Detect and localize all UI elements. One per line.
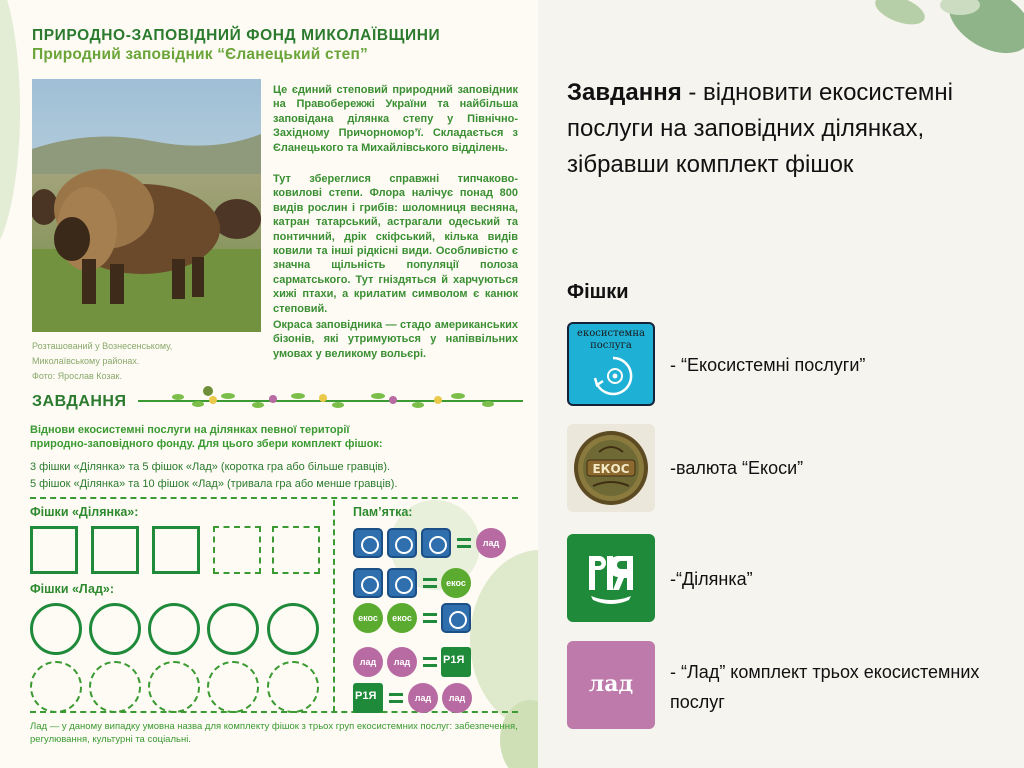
equals-icon <box>423 578 437 588</box>
task-statement <box>567 75 997 183</box>
eco-service-mini-icon <box>353 528 383 558</box>
option-long-game: 5 фішок «Ділянка» та 10 фішок «Лад» (тривала гра або менше гравців). <box>30 478 398 490</box>
equals-icon <box>457 538 471 548</box>
eco-service-mini-icon <box>441 603 471 633</box>
decor-leaves <box>820 0 1024 70</box>
dilyanka-slot-optional[interactable] <box>213 526 261 574</box>
lad-chip-icon <box>567 641 655 729</box>
floral-garland <box>138 384 523 414</box>
caption-line: Миколаївському районах. <box>32 356 140 366</box>
dilyanka-mini-icon <box>441 647 471 677</box>
ecosystem-services-chip-icon <box>567 322 655 406</box>
task-line: природно-заповідного фонду. Для цього збери комплект фішок: <box>30 438 383 450</box>
lad-chip-text: лад <box>588 671 634 697</box>
coin-icon <box>567 424 655 512</box>
footnote: Лад — у даному випадку умовна назва для комплекту фішок з трьох груп екосистемних послуг: забезпечення, регулювання, культурні та соціальні. <box>30 721 518 745</box>
dilyanka-slot[interactable] <box>152 526 200 574</box>
lad-mini-icon: лад <box>476 528 506 558</box>
lad-slot-optional[interactable] <box>148 661 200 713</box>
divider <box>30 497 518 499</box>
lad-slot[interactable] <box>267 603 319 655</box>
equals-icon <box>389 693 403 703</box>
chips-title: Фішки <box>567 281 629 303</box>
eco-service-mini-icon <box>353 568 383 598</box>
eco-service-mini-icon <box>421 528 451 558</box>
ekos-mini-icon: екос <box>387 603 417 633</box>
lad-slot-optional[interactable] <box>30 661 82 713</box>
lad-slot[interactable] <box>148 603 200 655</box>
chip-lad-label: - “Лад” комплект трьох екосистемних послуг <box>670 662 980 712</box>
chip-eco-title: екосистемна послуга <box>577 328 645 351</box>
option-short-game: 3 фішки «Ділянка» та 5 фішок «Лад» (коротка гра або більше гравців). <box>30 461 391 473</box>
description-paragraph: Тут збереглися справжні типчаково-ковилові степи. Флора налічує понад 800 видів рослин і грибів: шоломниця весняна, катран татарський, астрагали одеський та понтичний, дрік скіфський, кілька видів ковили та інші рідкісні види. Особливістю є значна щільність популяції полоза сарматського. Тут гніздяться й харчуються хижі птахи, а крилатим символом є канюк степовий. <box>273 173 518 315</box>
dilyanka-slot-optional[interactable] <box>272 526 320 574</box>
lad-mini-icon: лад <box>442 683 472 713</box>
ekos-mini-icon: екос <box>353 603 383 633</box>
ekos-coin-chip-icon <box>567 424 655 512</box>
lad-slot[interactable] <box>30 603 82 655</box>
eco-service-mini-icon <box>387 568 417 598</box>
lad-slot-optional[interactable] <box>207 661 259 713</box>
divider <box>333 500 335 712</box>
photo-caption <box>32 339 232 384</box>
task-description <box>30 423 505 451</box>
caption-line: Фото: Ярослав Козак. <box>32 371 122 381</box>
lad-label: Фішки «Лад»: <box>30 582 115 596</box>
equals-icon <box>423 613 437 623</box>
task-line: Віднови екосистемні послуги на ділянках певної території <box>30 424 350 436</box>
chip-eco-label: - “Екосистемні послуги” <box>670 355 866 375</box>
dilyanka-mini-icon <box>353 683 383 713</box>
lad-slot[interactable] <box>207 603 259 655</box>
lad-slot-optional[interactable] <box>89 661 141 713</box>
ria-logo-icon <box>567 534 655 622</box>
lad-mini-icon: лад <box>408 683 438 713</box>
dilyanka-label: Фішки «Ділянка»: <box>30 505 139 519</box>
task-bold: Завдання <box>567 79 682 106</box>
chip-dilyanka-label: -“Ділянка” <box>670 569 753 589</box>
dilyanka-slot[interactable] <box>30 526 78 574</box>
task-text: - відновити екосистемні послуги на заповідних ділянках, зібравши комплект фішок <box>567 79 953 178</box>
decor-blob <box>0 0 20 260</box>
bison-photo <box>32 79 261 332</box>
poster-title: ПРИРОДНО-ЗАПОВІДНИЙ ФОНД МИКОЛАЇВЩИНИ <box>32 27 441 44</box>
poster-subtitle: Природний заповідник “Єланецький степ” <box>32 46 368 63</box>
equals-icon <box>423 657 437 667</box>
lad-slot-optional[interactable] <box>267 661 319 713</box>
lad-mini-icon: лад <box>387 647 417 677</box>
dilyanka-chip-icon <box>567 534 655 622</box>
eco-service-mini-icon <box>387 528 417 558</box>
coin-label: ЕКОС <box>592 462 630 476</box>
lad-mini-icon: лад <box>353 647 383 677</box>
description-paragraph: Окраса заповідника — стадо американських бізонів, які утримуються у напіввільних умовах у великому вольєрі. <box>273 319 518 360</box>
memo-label: Пам’ятка: <box>353 505 413 519</box>
divider <box>30 711 518 713</box>
chip-ekos-label: -валюта “Екоси” <box>670 458 804 478</box>
caption-line: Розташований у Вознесенському, <box>32 341 173 351</box>
lad-slot[interactable] <box>89 603 141 655</box>
description-paragraph: Це єдиний степовий природний заповідник на Правобережжі України та найбільша заповідана ділянка степу у Північно-Західному Причорномор’ї. Складається з Єланецького та Михайлівського відділень. <box>273 84 518 154</box>
dilyanka-slot[interactable] <box>91 526 139 574</box>
cycle-gear-icon <box>591 354 635 398</box>
ekos-mini-icon: екос <box>441 568 471 598</box>
task-heading: ЗАВДАННЯ <box>32 393 127 410</box>
